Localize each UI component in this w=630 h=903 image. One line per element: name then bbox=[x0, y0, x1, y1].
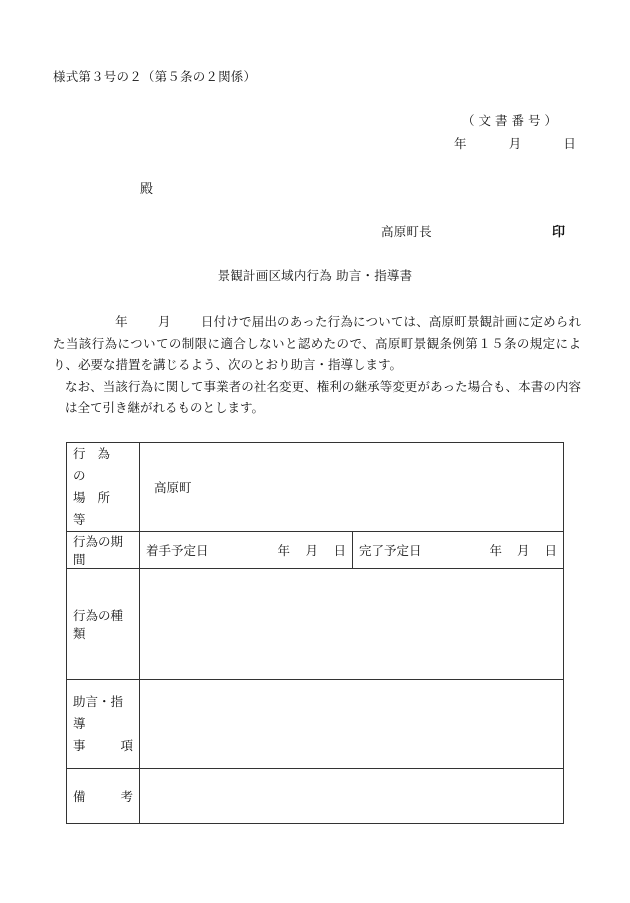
end-day: 日 bbox=[544, 543, 557, 558]
place-label-line2: 場所等 bbox=[73, 490, 123, 527]
document-title: 景観計画区域内行為 助言・指導書 bbox=[217, 268, 413, 283]
remarks-value bbox=[140, 769, 564, 824]
remarks-label-char-1: 備 bbox=[73, 789, 86, 804]
end-date-cell bbox=[353, 532, 564, 569]
advice-label bbox=[67, 680, 140, 769]
advice-value bbox=[140, 680, 564, 769]
advice-label-char-2: 項 bbox=[120, 738, 133, 753]
end-month: 月 bbox=[516, 543, 530, 558]
advice-label-char-1: 事 bbox=[73, 738, 86, 753]
place-label bbox=[67, 443, 140, 532]
issue-date-year: 年 bbox=[454, 136, 467, 151]
para-year: 年 bbox=[115, 314, 128, 329]
table-row-period bbox=[67, 532, 564, 569]
type-value bbox=[140, 569, 564, 680]
type-label: 行為の種類 bbox=[67, 569, 140, 680]
addressee-suffix: 殿 bbox=[140, 182, 154, 197]
place-label-line1: 行為の bbox=[73, 446, 123, 483]
body-paragraph-1 bbox=[53, 311, 581, 376]
place-value: 高原町 bbox=[140, 443, 564, 532]
end-year: 年 bbox=[489, 543, 502, 558]
remarks-label-inner bbox=[73, 787, 133, 805]
body-text bbox=[53, 311, 581, 419]
para-text: 日付けで届出のあった行為については、高原町景観計画に定められた当該行為についての制限に適合しないと認めたので、高原町景観条例第１５条の規定により、必要な措置を講じるよう、次のとおり助言・指導します。 bbox=[53, 314, 581, 372]
table-row-type bbox=[67, 569, 564, 680]
remarks-label bbox=[67, 769, 140, 824]
issue-date-day: 日 bbox=[563, 136, 577, 151]
issue-date-month: 月 bbox=[508, 136, 522, 151]
period-label: 行為の期間 bbox=[67, 532, 140, 569]
para-month: 月 bbox=[157, 314, 171, 329]
table-row-advice bbox=[67, 680, 564, 769]
issue-date bbox=[454, 134, 576, 152]
start-label: 着手予定日 bbox=[146, 543, 209, 558]
start-month: 月 bbox=[305, 543, 318, 558]
advice-label-line2 bbox=[73, 735, 133, 757]
seal-mark: 印 bbox=[552, 225, 566, 240]
start-day: 日 bbox=[333, 543, 346, 558]
issuer: 高原町長 bbox=[381, 224, 432, 239]
advice-form-table bbox=[66, 442, 564, 824]
table-row-place bbox=[67, 443, 564, 532]
document-number: （文書番号） bbox=[462, 113, 562, 128]
start-date-cell bbox=[140, 532, 353, 569]
body-paragraph-2: なお、当該行為に関して事業者の社名変更、権利の継承等変更があった場合も、本書の内容は全て引き継がれるものとします。 bbox=[65, 378, 581, 415]
advice-label-line1: 助言・指導 bbox=[73, 694, 124, 731]
form-number: 様式第３号の２（第５条の２関係） bbox=[53, 69, 257, 84]
start-year: 年 bbox=[277, 543, 290, 558]
remarks-label-char-2: 考 bbox=[120, 789, 133, 804]
table-row-remarks bbox=[67, 769, 564, 824]
end-label: 完了予定日 bbox=[359, 543, 422, 558]
